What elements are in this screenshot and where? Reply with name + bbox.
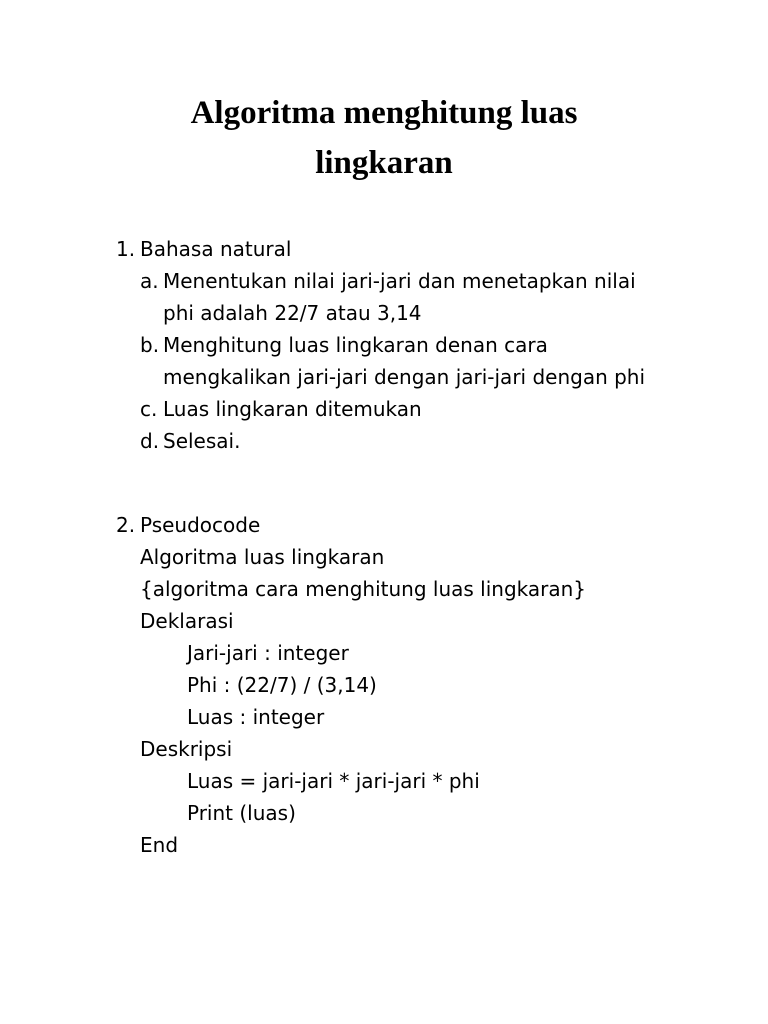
declaration-luas: Luas : integer — [187, 705, 325, 729]
title-line-2: lingkaran — [315, 145, 453, 181]
item-d-letter: d. — [140, 429, 160, 453]
description-label: Deskripsi — [140, 737, 233, 761]
end-keyword: End — [140, 833, 179, 857]
statement-print: Print (luas) — [187, 801, 296, 825]
statement-luas: Luas = jari-jari * jari-jari * phi — [187, 769, 480, 793]
declaration-label: Deklarasi — [140, 609, 234, 633]
section-2-number: 2. — [116, 513, 136, 537]
section-1-number: 1. — [116, 237, 136, 261]
algorithm-name: Algoritma luas lingkaran — [140, 545, 385, 569]
item-b-line-2: mengkalikan jari-jari dengan jari-jari dengan phi — [163, 365, 646, 389]
declaration-jari-jari: Jari-jari : integer — [187, 641, 349, 665]
item-a-line-1: Menentukan nilai jari-jari dan menetapkan nilai — [163, 269, 636, 293]
title-line-1: Algoritma menghitung luas — [190, 95, 578, 131]
item-b-letter: b. — [140, 333, 160, 357]
item-d-line-1: Selesai. — [163, 429, 241, 453]
page-title — [0, 88, 768, 188]
item-b-line-1: Menghitung luas lingkaran denan cara — [163, 333, 548, 357]
item-c-letter: c. — [140, 397, 158, 421]
item-a-line-2: phi adalah 22/7 atau 3,14 — [163, 301, 422, 325]
section-2-heading: Pseudocode — [140, 513, 261, 537]
item-c-line-1: Luas lingkaran ditemukan — [163, 397, 422, 421]
item-a-letter: a. — [140, 269, 159, 293]
algorithm-comment: {algoritma cara menghitung luas lingkaran} — [140, 577, 587, 601]
declaration-phi: Phi : (22/7) / (3,14) — [187, 673, 377, 697]
section-1-heading: Bahasa natural — [140, 237, 292, 261]
